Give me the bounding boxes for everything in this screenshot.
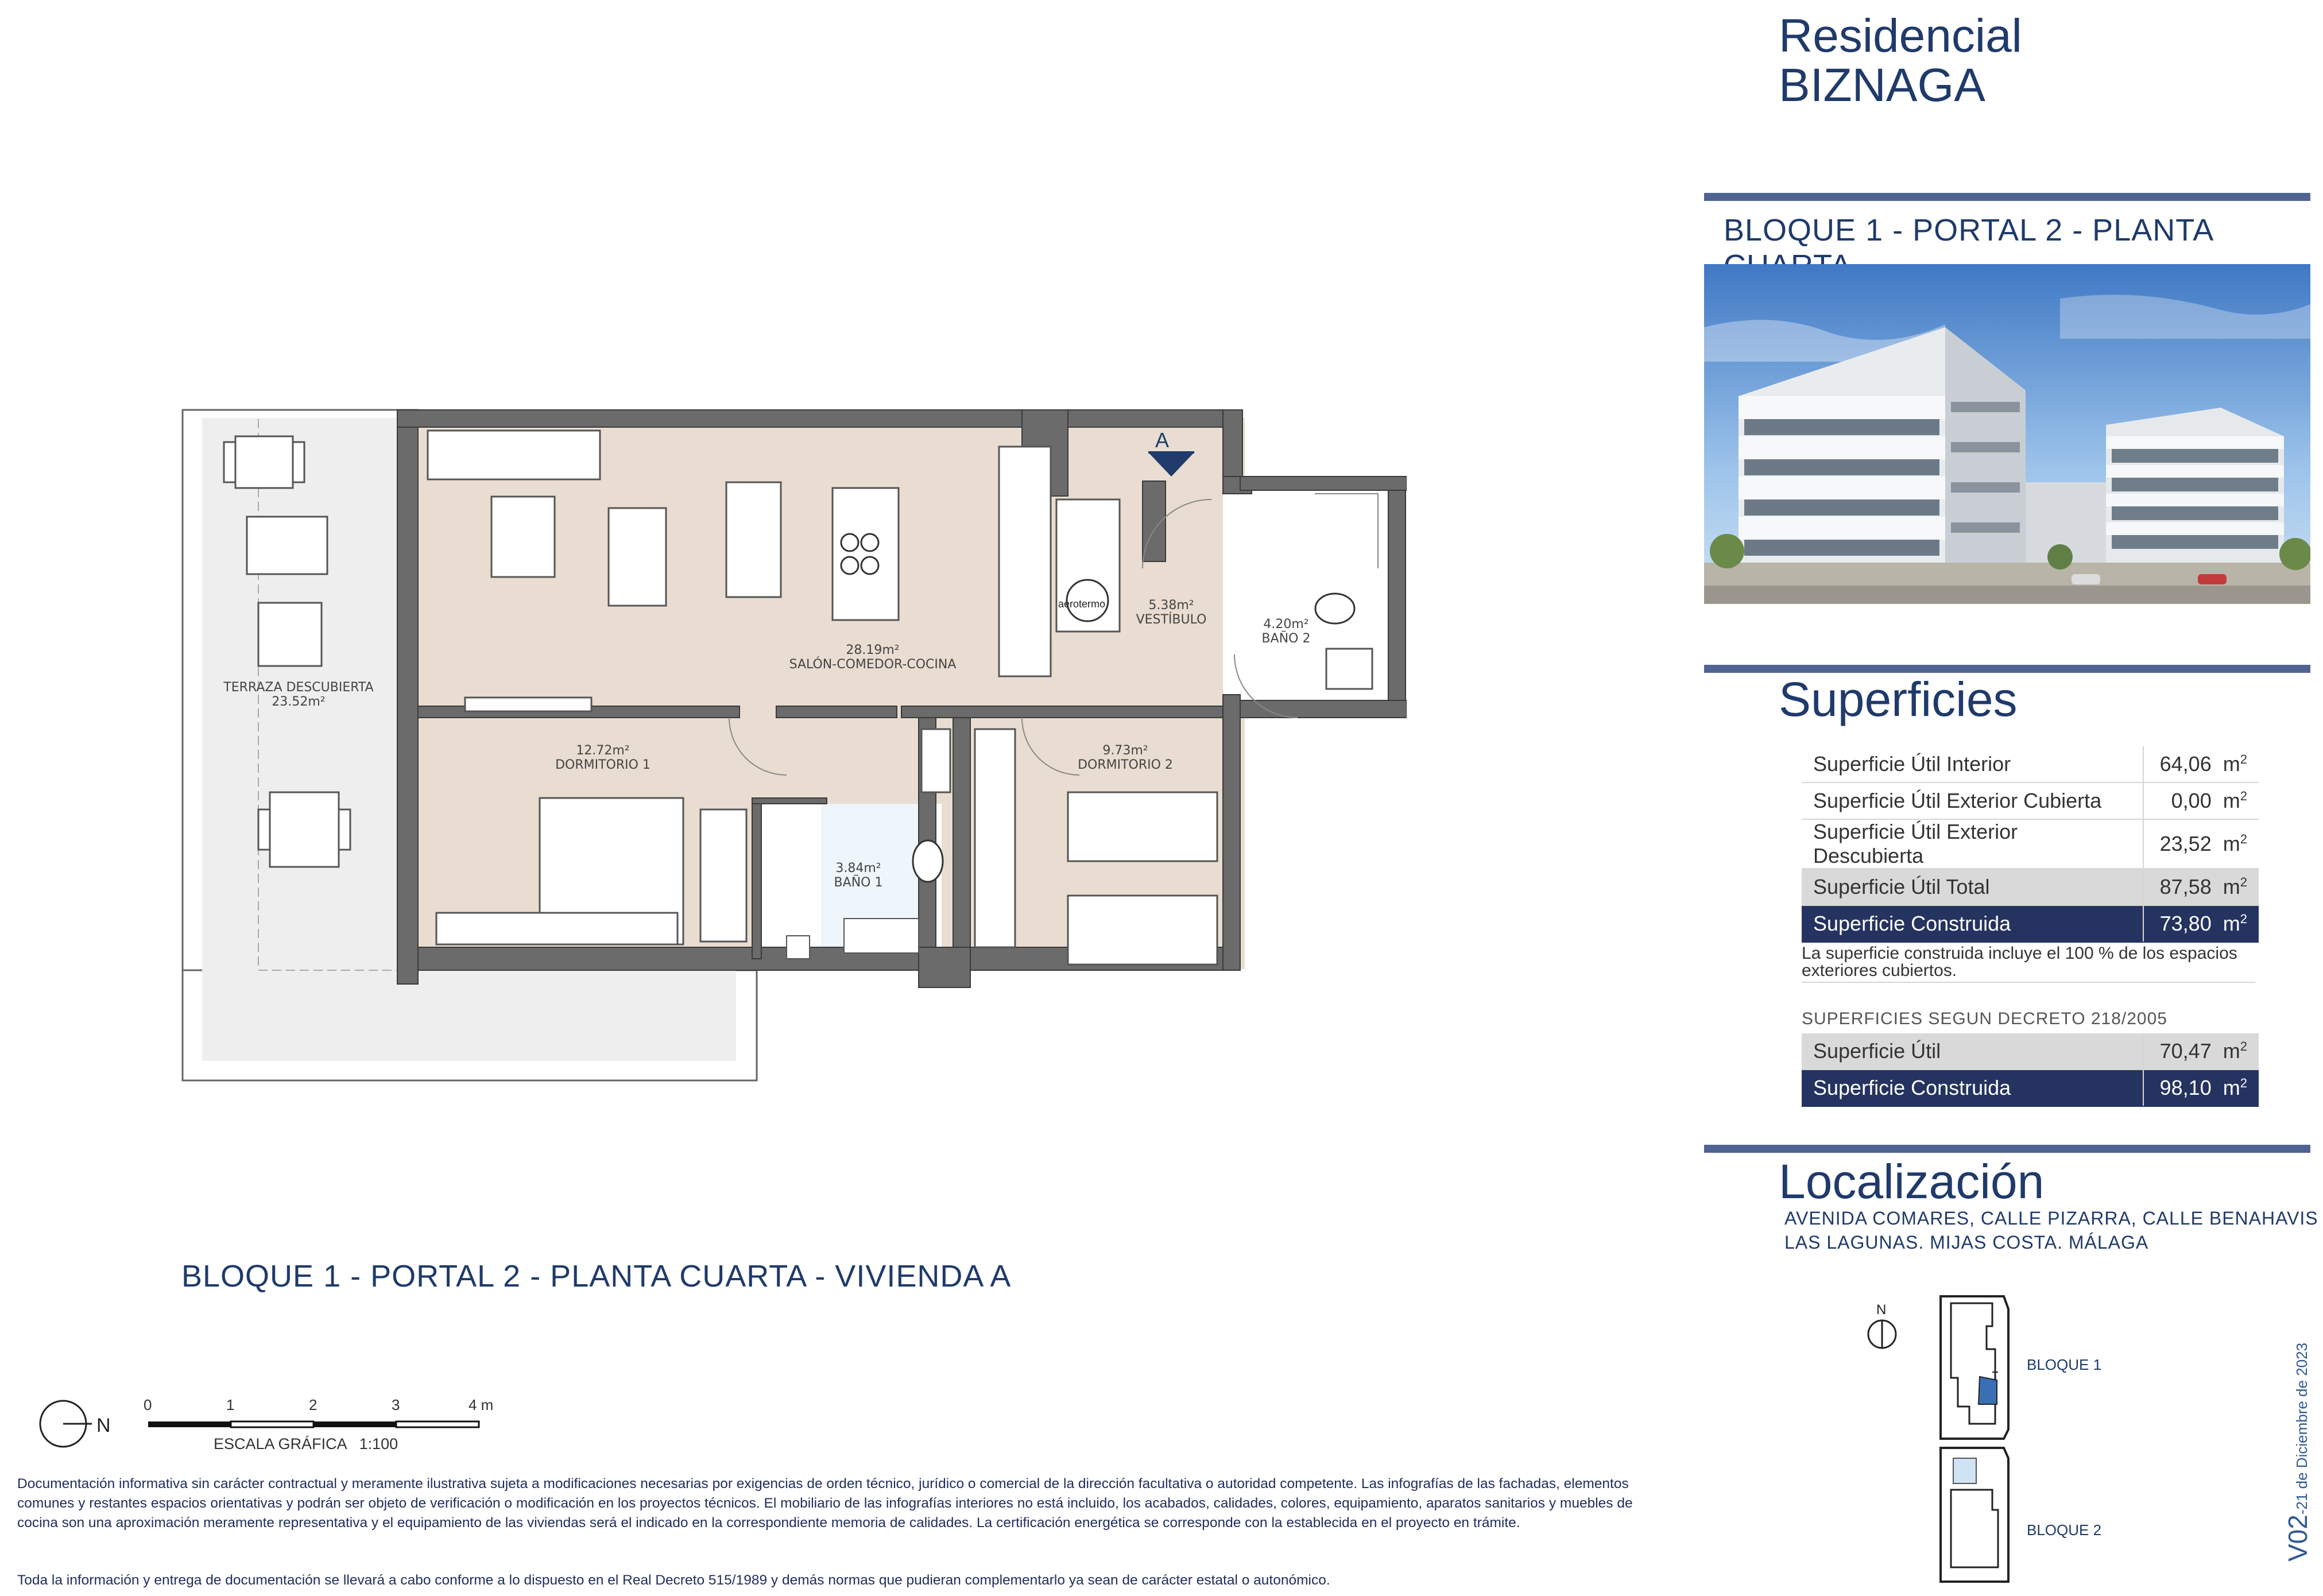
room-name: SALÓN-COMEDOR-COCINA	[789, 657, 957, 672]
bloque-2-label: BLOQUE 2	[2027, 1521, 2102, 1539]
room-salon	[758, 643, 988, 672]
superficie-row	[1802, 782, 2259, 819]
localizacion-rule	[1704, 1145, 2310, 1153]
room-bano1	[815, 861, 901, 890]
version-stamp	[2282, 1343, 2313, 1562]
floor-plan	[172, 396, 1407, 1102]
room-name: TERRAZA DESCUBIERTA	[223, 680, 374, 695]
superficie-value: 0,00 $m^2$	[2143, 782, 2259, 819]
brand-line-1: Residencial	[1779, 10, 2022, 62]
scale-tick-0: 0	[144, 1396, 152, 1413]
superficie-value: 73,80 $m^2$	[2143, 905, 2259, 942]
building-render	[1704, 264, 2310, 604]
decreto-label: Superficie Útil	[1802, 1033, 2143, 1070]
superficie-row-construida	[1802, 905, 2259, 942]
room-name: BAÑO 2	[1261, 632, 1311, 646]
map-north-label: N	[1876, 1302, 1887, 1318]
room-terraza	[207, 680, 390, 709]
scale-tick-3: 3	[392, 1396, 400, 1413]
superficies-table	[1802, 746, 2259, 983]
room-area: 4.20m²	[1263, 617, 1309, 632]
scale-tick-4: 4 m	[469, 1396, 494, 1413]
address-line-1: AVENIDA COMARES, CALLE PIZARRA, CALLE BENAHAVIS	[1784, 1208, 2318, 1229]
decreto-label: Superficie Construida	[1802, 1070, 2143, 1106]
decreto-row	[1802, 1070, 2259, 1106]
decreto-table	[1802, 1033, 2259, 1107]
version-date: -21 de Diciembre de 2023	[2293, 1342, 2310, 1515]
superficie-label: Superficie Útil Total	[1802, 869, 2143, 905]
room-bano2	[1246, 617, 1326, 646]
room-area: 23.52m²	[272, 695, 326, 709]
superficie-note: La superficie construida incluye el 100 % de los espacios exteriores cubiertos.	[1802, 943, 2255, 983]
localizacion-title: Localización	[1779, 1155, 2045, 1208]
location-title: BLOQUE 1 - PORTAL 2 - PLANTA	[1724, 213, 2213, 247]
superficie-row-total	[1802, 869, 2259, 905]
scale-tick-1: 1	[226, 1396, 235, 1413]
room-name: BAÑO 1	[834, 876, 883, 890]
superficie-label: Superficie Útil Interior	[1802, 746, 2143, 782]
scale-caption: ESCALA GRÁFICA 1:100	[214, 1435, 398, 1452]
header-rule	[1704, 193, 2310, 201]
room-dormitorio1	[517, 743, 689, 772]
room-name: VESTÍBULO	[1136, 613, 1207, 627]
scale-bar	[34, 1389, 551, 1464]
room-name: DORMITORIO 1	[555, 758, 651, 772]
room-dormitorio2	[1056, 743, 1194, 772]
address-line-2: LAS LAGUNAS. MIJAS COSTA. MÁLAGA	[1784, 1232, 2149, 1253]
decreto-row	[1802, 1033, 2259, 1070]
room-vestibulo	[1114, 598, 1229, 627]
room-name: DORMITORIO 2	[1078, 758, 1173, 772]
room-area: 12.72m²	[576, 743, 630, 758]
superficie-value: 64,06 $m^2$	[2143, 746, 2259, 782]
brand-title	[1779, 11, 2022, 110]
location-map	[1854, 1292, 2153, 1585]
version-code: V02	[2283, 1514, 2313, 1562]
section-marker-label: A	[1155, 428, 1170, 452]
room-area: 9.73m²	[1102, 743, 1148, 758]
room-area: 28.19m²	[846, 643, 900, 657]
scale-north-label: N	[96, 1415, 111, 1436]
scale-tick-2: 2	[309, 1396, 318, 1413]
decreto-value: 98,10 $m^2$	[2143, 1070, 2259, 1106]
bloque-1-label: BLOQUE 1	[2027, 1356, 2102, 1373]
superficie-value: 23,52 $m^2$	[2143, 819, 2259, 869]
aerotermo-label: aerotermo	[1058, 598, 1106, 610]
superficie-label: Superficie Útil Exterior Cubierta	[1802, 782, 2143, 819]
brand-line-2: BIZNAGA	[1779, 59, 1985, 111]
superficie-row	[1802, 746, 2259, 782]
plan-title: BLOQUE 1 - PORTAL 2 - PLANTA CUARTA - VIVIENDA A	[181, 1259, 1012, 1293]
disclaimer-p2: Toda la información y entrega de documentación se llevará a cabo conforme a lo dispuesto en el Real Decreto 515/1989 y demás normas que pudieran complementarlo ya sean de carácter estatal o autonómico.	[17, 1572, 1330, 1588]
superficie-label: Superficie Construida	[1802, 905, 2143, 942]
superficie-label: Superficie Útil Exterior Descubierta	[1802, 819, 2143, 869]
decreto-title: SUPERFICIES SEGUN DECRETO 218/2005	[1802, 1009, 2167, 1028]
superficie-row	[1802, 819, 2259, 869]
room-area: 3.84m²	[835, 861, 881, 876]
disclaimer-p1: Documentación informativa sin carácter contractual y meramente ilustrativa sujeta a modificaciones necesarias por exigencias de orden técnico, jurídico o comercial de la dirección facultativa o autoridad competente. Las infografías de las fachadas, elementos comunes y restantes espacios orientativas y podrán ser objeto de verificación o modificación en los proyectos técnicos. El mobiliario de las infografías interiores no está incluido, los acabados, calidades, colores, equipamiento, aparatos sanitarios y muebles de cocina son una aproximación meramente representativa y el equipamiento de las viviendas será el indicado en la correspondiente memoria de calidades. La certificación energética se corresponde con la establecida en el proyecto en trámite.	[17, 1476, 1633, 1531]
superficie-value: 87,58 $m^2$	[2143, 869, 2259, 905]
room-area: 5.38m²	[1148, 598, 1194, 613]
decreto-value: 70,47 $m^2$	[2143, 1033, 2259, 1070]
superficies-title: Superficies	[1779, 672, 2018, 726]
